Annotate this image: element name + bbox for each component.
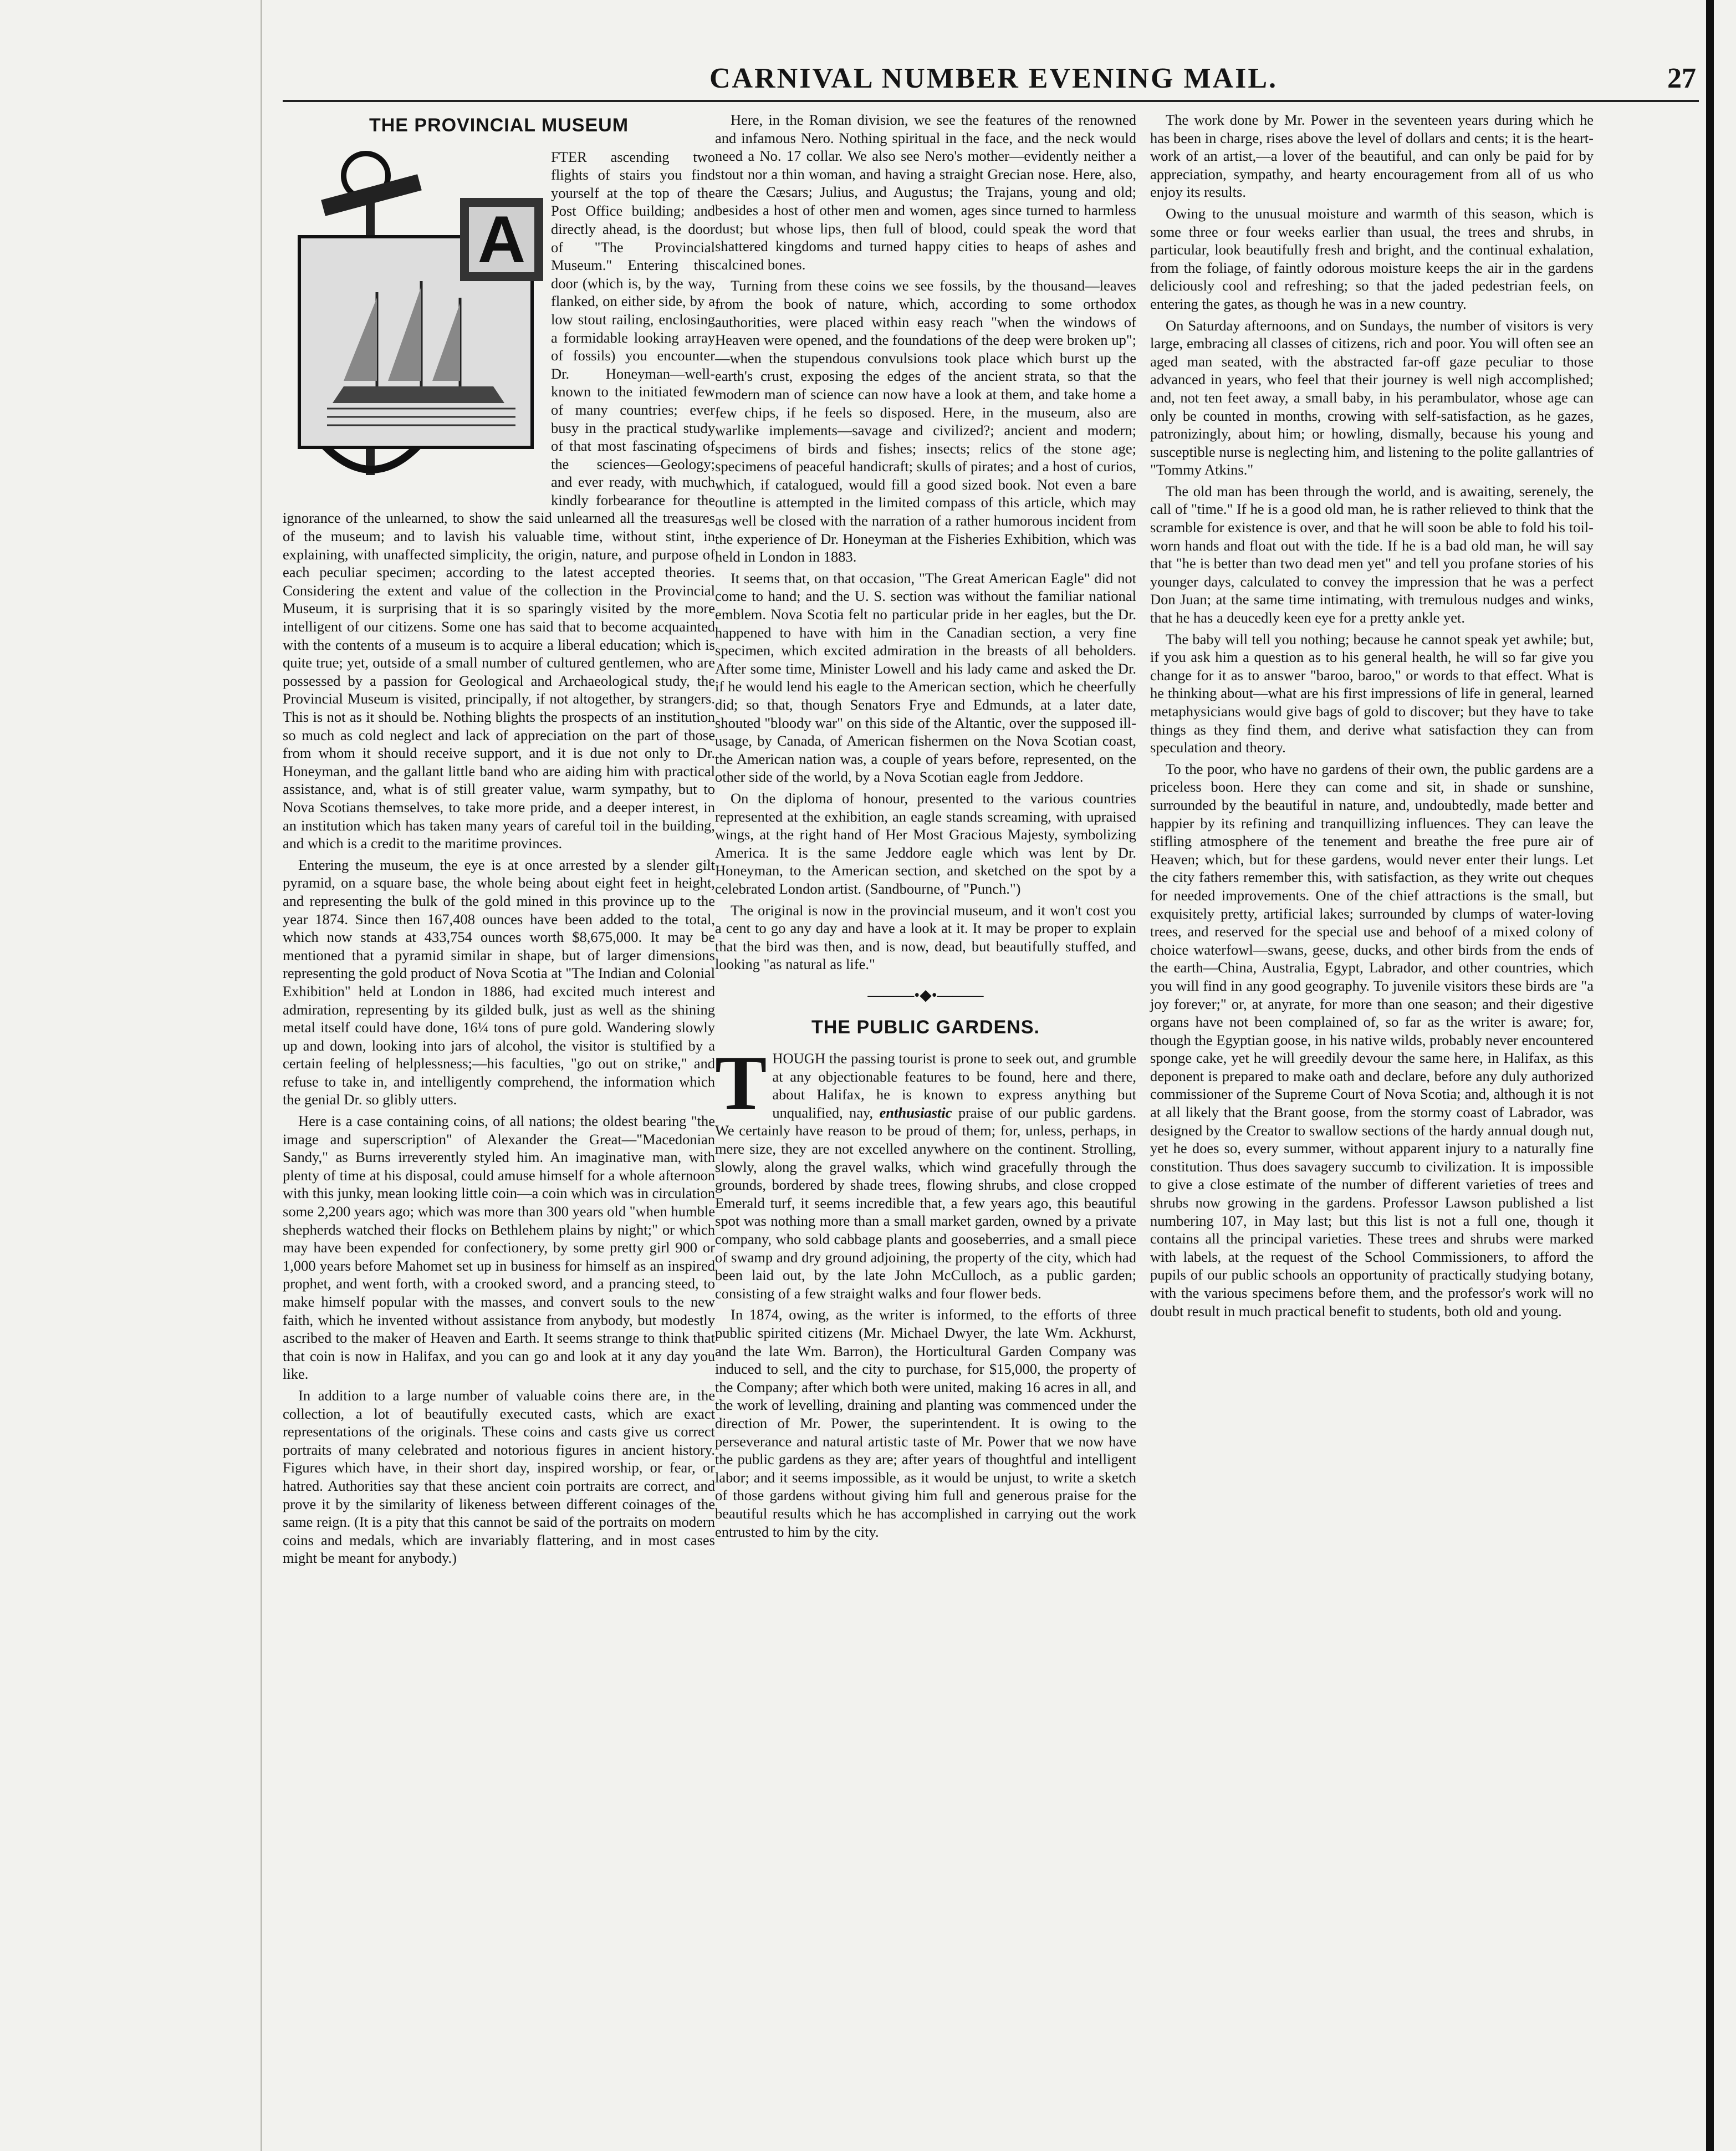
museum-paragraph: Here, in the Roman division, we see the features of the renowned and infamous Nero. Nothing spiritual in the face, and the neck would need a No. 17 collar. We also see Nero's mother—evidently neither a stout nor a thin woman, and having a straight Grecian nose. Here, also, are the Cæsars; Julius, and Augustus; the Trajans, young and old; besides a host of other men and women, ages since turned to harmless dust; but whose lips, then full of blood, could speak the word that shattered kingdoms and turned happy cities to heaps of ashes and calcined bones. — [715, 111, 1136, 273]
column-3 — [1150, 111, 1594, 1323]
museum-paragraph: The original is now in the provincial museum, and it won't cost you a cent to go any day and have a look at it. It may be proper to explain that the bird was then, and is now, dead, but beautifully stuffed, and looking "as natural as life." — [715, 901, 1136, 973]
page-header — [288, 62, 1696, 101]
ship-anchor-illustration — [283, 148, 543, 503]
museum-paragraph: Turning from these coins we see fossils, by the thousand—leaves from the book of nature, which, according to some orthodox authorities, were placed within easy reach "when the windows of Heaven were opened, and the foundations of the deep were broken up";—when the stupendous convulsions took place which burst up the earth's crust, exposing the edges of the ancient strata, so that the modern man of science can now have a look at them, and take home a few chips, if he feels so disposed. Here, in the museum, also are warlike implements—savage and civilized?; ancient and modern; specimens of birds and fishes; insects; relics of the stone age; specimens of peaceful handicraft; skulls of pirates; and a host of curios, which, if catalogued, would fill a good sized book. Not even a bare outline is attempted in the limited compass of this article, which may as well be closed with the narration of a rather humorous incident from the experience of Dr. Honeyman at the Fisheries Exhibition, which was held in London in 1883. — [715, 277, 1136, 565]
page-edge-shadow — [261, 0, 262, 2151]
drop-cap-t: T — [715, 1040, 767, 1127]
gardens-paragraph: The work done by Mr. Power in the seventeen years during which he has been in charge, rises above the level of dollars and cents; it is the heart-work of an artist,—a lover of the beautiful, and can only be paid for by appreciation, sympathy, and hearty encouragement from all of us who enjoy its results. — [1150, 111, 1594, 201]
museum-paragraph: In addition to a large number of valuable coins there are, in the collection, a lot of beautifully executed casts, which are exact representations of the originals. These coins and casts give us correct portraits of many celebrated and notorious figures in ancient history. Figures which have, in their short day, inspired worship, or fear, or hatred. Authorities say that these ancient coin portraits are correct, and prove it by the similarity of likeness between different coinages of the same reign. (It is a pity that this cannot be said of the portraits on modern coins and medals, which are invariably flattering, and in most cases might be meant for anybody.) — [283, 1387, 715, 1567]
museum-paragraph: On the diploma of honour, presented to the various countries represented at the exhibition, an eagle stands screaming, with upraised wings, at the right hand of Her Most Gracious Majesty, symbolizing America. It is the same Jeddore eagle which was lent by Dr. Honeyman, to the American section, and sketched on the spot by a celebrated London artist. (Sandbourne, of "Punch.") — [715, 789, 1136, 897]
gardens-paragraph: In 1874, owing, as the writer is informed, to the efforts of three public spirited citizens (Mr. Michael Dwyer, the late Wm. Ackhurst, and the late Wm. Barron), the Horticultural Garden Company was induced to sell, and the city to purchase, for $15,000, the property of the Company; after which both were united, making 16 acres in all, and the work of levelling, draining and planting was commenced under the direction of Mr. Power, the superintendent. It is owing to the perseverance and natural artistic taste of Mr. Power that we now have the public gardens as they are; after years of thoughtful and intelligent labor; and it seems impossible, as it would be unjust, to write a sketch of those gardens without giving him full and generous praise for the beautiful results which he has accomplished in carrying out the work entrusted to him by the city. — [715, 1306, 1136, 1540]
gardens-paragraph: The baby will tell you nothing; because he cannot speak yet awhile; but, if you ask him a question as to his general health, he will so far give you change for it as to answer "baroo, baroo," or words to that effect. What is he thinking about—what are his first impressions of life in general, learned metaphysicians would give bags of gold to discover; but they have to take things as they find them, and derive what satisfaction they can from speculation and theory. — [1150, 630, 1594, 756]
ship-illustration-icon — [283, 148, 543, 503]
column-1 — [283, 111, 715, 1571]
header-rule — [283, 100, 1699, 102]
page-number: 27 — [1667, 63, 1696, 94]
drop-cap-a: A — [477, 202, 526, 277]
publication-title: CARNIVAL NUMBER EVENING MAIL. — [709, 63, 1278, 94]
museum-heading: THE PROVINCIAL MUSEUM — [369, 115, 629, 136]
gardens-text: praise of our public gardens. We certainly have reason to be proud of them; for, unless, perhaps, in mere size, they are not excelled anywhere on the continent. Strolling, slowly, along the gravel walks, which wind gracefully through the grounds, bordered by shade trees, flowing shrubs, and close cropped Emerald turf, it seems incredible that, a few years ago, this beautiful spot was nothing more than a small market garden, owned by a private company, who sold cabbage plants and gooseberries, and a small piece of swamp and dry ground adjoining, the property of the city, which had been laid out, by the late John McCulloch, as a public garden; consisting of a few straight walks and four flower beds. — [715, 1104, 1136, 1302]
column-2 — [715, 111, 1136, 1544]
section-divider: ———•◆•——— — [867, 986, 984, 1004]
gardens-paragraph: Owing to the unusual moisture and warmth of this season, which is some three or four weeks earlier than usual, the trees and shrubs, in particular, look beautifully fresh and bright, and the continual exhalation, from the foliage, of faintly odorous moisture keeps the air in the gardens deliciously cool and refreshing; so that the jaded pedestrian feels, on entering the gates, as though he was in a new country. — [1150, 205, 1594, 312]
gardens-emphasis: enthusiastic — [879, 1104, 952, 1121]
gardens-paragraph: The old man has been through the world, and is awaiting, serenely, the call of "time." If he is a good old man, he is rather relieved to think that the scramble for existence is over, and that he will soon be able to fold his toil-worn hands and float out with the tide. If he is a bad old man, he will say that "he is better than two dead men yet" and tell you profane stories of his younger days, calculated to convey the impression that he was a perfect Don Juan; at the same time intimating, with tremulous nudges and winks, that he has a deucedly keen eye for a pretty ankle yet. — [1150, 482, 1594, 626]
museum-paragraph: Entering the museum, the eye is at once arrested by a slender gilt pyramid, on a square base, the whole being about eight feet in height, and representing the bulk of the gold mined in this province up to the year 1874. Since then 167,408 ounces have been added to the total, which now stands at 433,754 ounces worth $8,675,000. It may be mentioned that a pyramid similar in shape, but of larger dimensions representing the gold product of Nova Scotia at "The Indian and Colonial Exhibition" held at London in 1886, had excited much interest and admiration, representing by its gilded bulk, just as well as the shining metal itself could have done, 16¼ tons of pure gold. Wandering slowly up and down, looking into jars of alcohol, the visitor is stultified by a certain feeling of helplessness;—his faculties, "go out on strike," and refuse to take in, and intelligently comprehend, the information which the genial Dr. so glibly utters. — [283, 856, 715, 1108]
gardens-paragraph — [715, 1040, 1136, 1302]
gardens-heading: THE PUBLIC GARDENS. — [811, 1016, 1040, 1038]
museum-paragraph: FTER ascending two flights of stairs you find yourself at the top of the Post Office building; and directly ahead, is the door of "The Provincial Museum." Entering this door (which is, by the way, flanked, on either side, by a low stout railing, enclosing a formidable looking array of fossils) you encounter Dr. Honeyman—well-known to the initiated few of many countries; ever busy in the practical study of that most fascinating of the sciences—Geology; and ever ready, with much kindly forbearance for the ignorance of the unlearned, to show the said unlearned all the treasures of the museum; and to lavish his valuable time, without stint, in explaining, with unaffected simplicity, the origin, nature, and purpose of each peculiar specimen; according to the latest accepted theories. Considering the extent and value of the collection in the Provincial Museum, it is surprising that it is so sparingly visited by the more intelligent of our citizens. Some one has said that to become acquainted with the contents of a museum is to acquire a liberal education; which is quite true; yet, outside of a small number of cultured gentlemen, who are possessed by a passion for Geological and Archaeological study, the Provincial Museum is visited, principally, if not altogether, by strangers. This is not as it should be. Nothing blights the prospects of an institution so much as cold neglect and lack of appreciation on the part of those from whom it should receive support, and it is due not only to Dr. Honeyman, and the gallant little band who are aiding him with practical assistance, and, what is of still greater value, warm sympathy, but to Nova Scotians themselves, to take more pride, and a deeper interest, in an institution which has taken many years of careful toil in the building, and which is a credit to the maritime provinces. — [283, 148, 715, 852]
binding-edge — [1706, 0, 1714, 2151]
gardens-text: HOUGH the passing tourist is prone to seek out, and grumble at any objectionable features to be found, here and there, about Halifax, he is known to express anything but unqualified, nay, — [772, 1050, 1136, 1121]
museum-paragraph: It seems that, on that occasion, "The Great American Eagle" did not come to hand; and the U. S. section was without the familiar national emblem. Nova Scotia felt no particular pride in her eagles, but the Dr. happened to have with him in the Canadian section, a very fine specimen, which excited admiration in the breasts of all beholders. After some time, Minister Lowell and his lady came and asked the Dr. if he would lend his eagle to the American section, which he cheerfully did; so that, though Senators Frye and Edmunds, at a later date, shouted "bloody war" on this side of the Altantic, over the supposed ill-usage, by Canada, of American fishermen on the Nova Scotian coast, the American nation was, a couple of years before, represented, on the other side of the world, by a Nova Scotian eagle from Jeddore. — [715, 569, 1136, 786]
museum-paragraph: Here is a case containing coins, of all nations; the oldest bearing "the image and superscription" of Alexander the Great—"Macedonian Sandy," as Burns irreverently styled him. An imaginative man, with plenty of time at his disposal, could amuse himself for a whole afternoon with this junky, mean looking little coin—a coin which was in circulation some 2,200 years ago; which was more than 300 years old "when humble shepherds watched their flocks on Bethlehem plains by night;" or which may have been expended for confectionery, by some pretty girl 900 or 1,000 years before Mahomet set up in business for himself as an inspired prophet, and went forth, with a crooked sword, and a prancing steed, to make himself popular with the masses, and convert souls to the new faith, which he invented without assistance from anybody, but modestly ascribed to the maker of Heaven and Earth. It seems strange to think that that coin is now in Halifax, and you can go and look at it any day you like. — [283, 1113, 715, 1383]
gardens-paragraph: On Saturday afternoons, and on Sundays, the number of visitors is very large, embracing all classes of citizens, rich and poor. You will often see an aged man seated, with the abstracted far-off gaze peculiar to those advanced in years, who feel that their journey is well nigh accomplished; and, not ten feet away, a small baby, in his perambulator, whose age can only be counted in months, crowing with self-satisfaction, as he gazes, patronizingly, about him; or howling, dismally, because his young and susceptible nurse is neglecting him, and listening to the polite gallantries of "Tommy Atkins." — [1150, 317, 1594, 478]
gardens-paragraph: To the poor, who have no gardens of their own, the public gardens are a priceless boon. Here they can come and sit, in shade or sunshine, surrounded by the beautiful in nature, and, undoubtedly, made better and happier by its refining and tranquillizing influences. They can leave the stifling atmosphere of the tenement and breathe the free pure air of Heaven; which, but for these gardens, would never enter their lungs. Let the city fathers remember this, with satisfaction, as they write out cheques for needed improvements. One of the chief attractions is the small, but exquisitely pretty, artificial lakes; surrounded by clumps of water-loving trees, and reserved for the special use and behoof of a mixed colony of choice waterfowl—swans, geese, ducks, and other birds from the ends of the earth—China, Australia, Egypt, Labrador, and other countries, which you will find in any good geography. To juvenile visitors these birds are "a joy forever;" or, at anyrate, for more than one season; and their digestive organs have not been complained of, so far as the writer is aware; for, though the Egyptian goose, in his native wilds, probably never encountered sponge cake, yet he will greedily devour the same here, in Halifax, as this deponent is prepared to make oath and declare, before any duly authorized commissioner of the Supreme Court of Nova Scotia; and, although it is not at all likely that the Brant goose, from the stormy coast of Labrador, was designed by the Creator to swallow sections of the hardy annual dough nut, yet he does so, every summer, without apparent injury to a naturally fine constitution. Thus does savagery succumb to civilization. It is impossible to give a close estimate of the number of different varieties of trees and shrubs now growing in the gardens. Professor Lawson published a list numbering 107, in May last; but this list is not a full one, though it contains all the principal varieties. These trees and shrubs were marked with labels, at the request of the School Commissioners, to afford the pupils of our public schools an opportunity of practically studying botany, with the various specimens before them, and the professor's work will no doubt result in much practical benefit to students, both old and young. — [1150, 760, 1594, 1319]
